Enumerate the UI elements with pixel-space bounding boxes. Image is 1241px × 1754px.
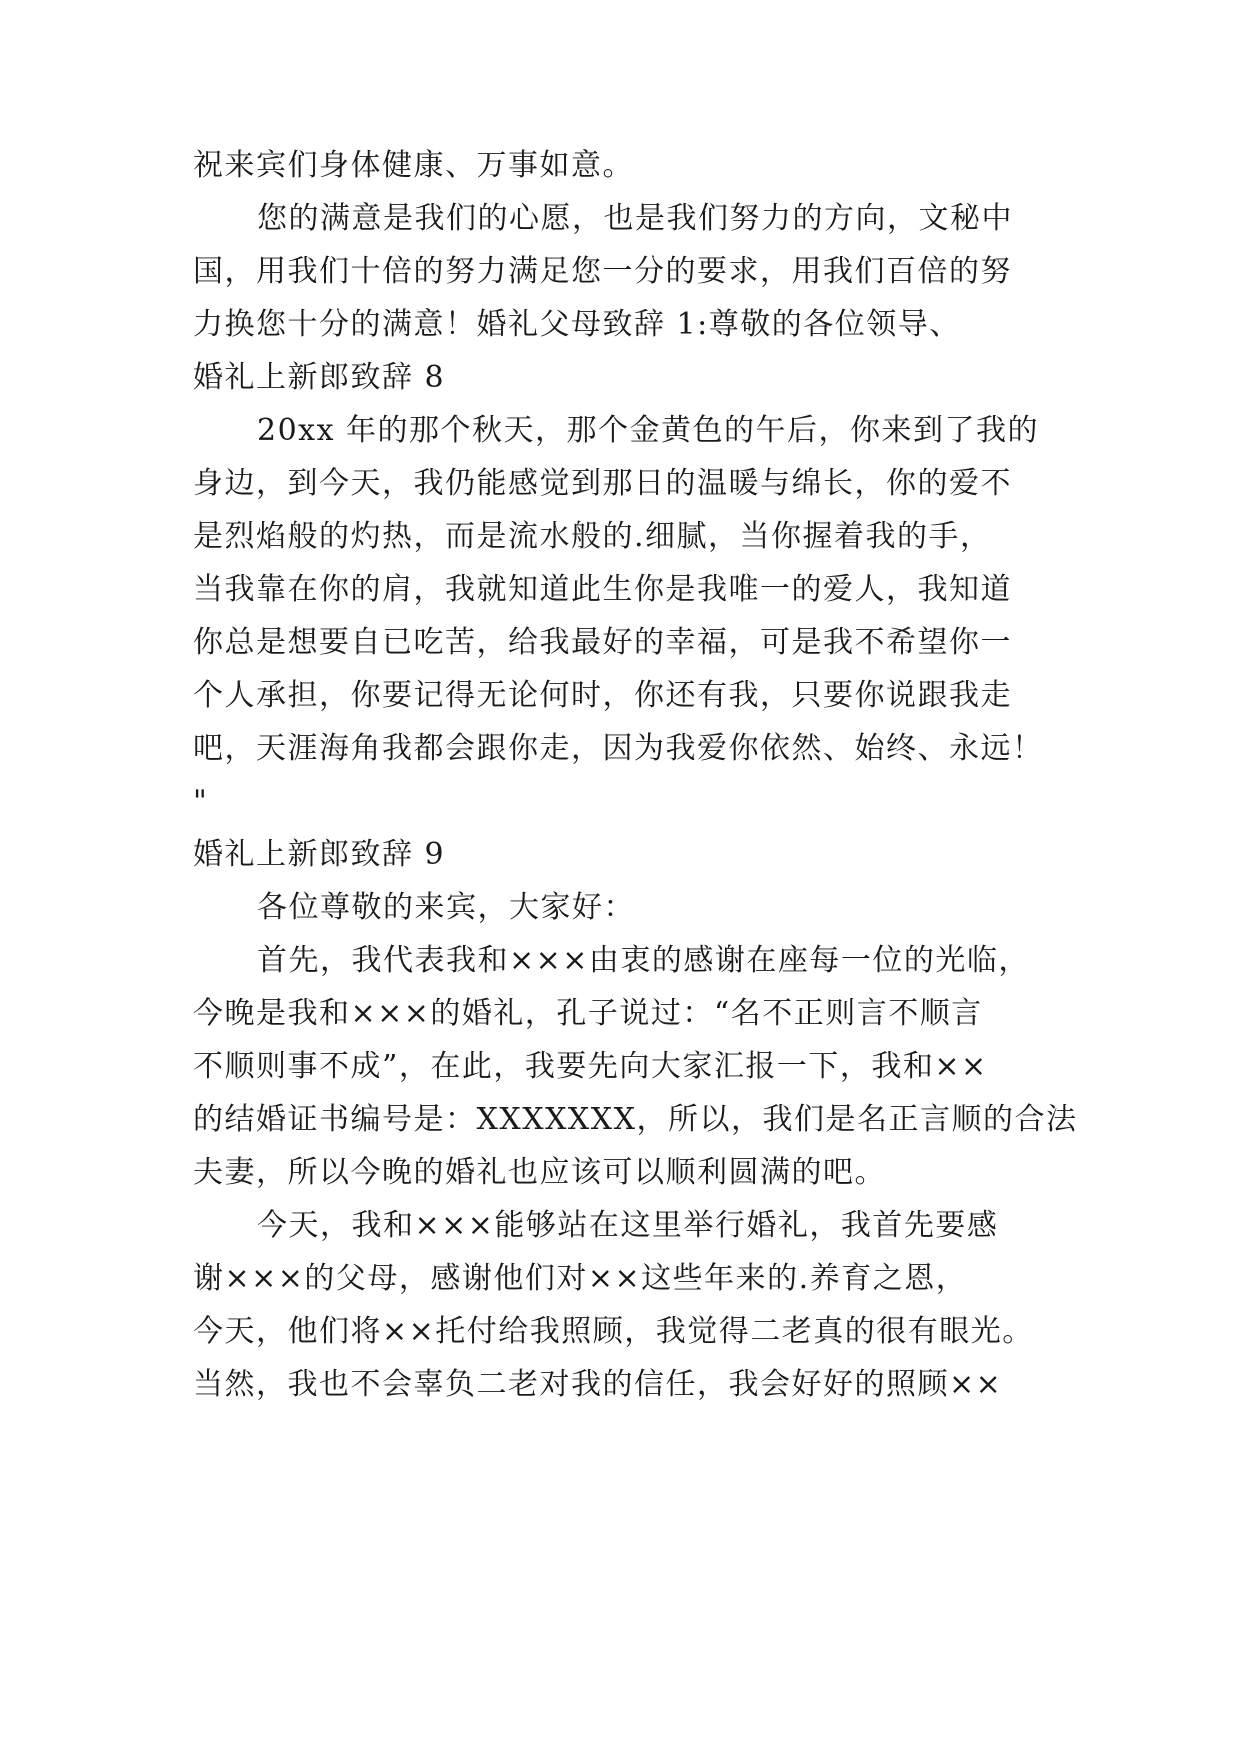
text-line: 的结婚证书编号是：XXXXXXX，所以，我们是名正言顺的合法 bbox=[193, 1102, 1078, 1137]
text-line: 当然，我也不会辜负二老对我的信任，我会好好的照顾×× bbox=[193, 1367, 1003, 1402]
text-line: 当我靠在你的肩，我就知道此生你是我唯一的爱人，我知道 bbox=[193, 572, 1012, 607]
text-line: " bbox=[193, 784, 209, 819]
text-line: 不顺则事不成”，在此，我要先向大家汇报一下，我和×× bbox=[193, 1049, 988, 1084]
text-line: 今天，他们将××托付给我照顾，我觉得二老真的很有眼光。 bbox=[193, 1314, 1034, 1349]
paragraph-line: 20xx 年的那个秋天，那个金黄色的午后，你来到了我的 bbox=[257, 413, 1040, 448]
section-heading: 婚礼上新郎致辞 8 bbox=[193, 360, 446, 395]
text-line: 是烈焰般的灼热，而是流水般的.细腻，当你握着我的手， bbox=[193, 519, 992, 554]
text-line: 你总是想要自已吃苦，给我最好的幸福，可是我不希望你一 bbox=[193, 625, 1012, 660]
text-line: 夫妻，所以今晚的婚礼也应该可以顺利圆满的吧。 bbox=[193, 1155, 886, 1190]
text-line: 今晚是我和×××的婚礼，孔子说过：“名不正则言不顺言 bbox=[193, 996, 983, 1031]
text-line: 力换您十分的满意！婚礼父母致辞 1:尊敬的各位领导、 bbox=[193, 307, 961, 342]
text-line: 吧，天涯海角我都会跟你走，因为我爱你依然、始终、永远！ bbox=[193, 731, 1044, 766]
paragraph-line: 首先，我代表我和×××由衷的感谢在座每一位的光临， bbox=[257, 943, 1030, 978]
paragraph-line: 各位尊敬的来宾，大家好： bbox=[257, 890, 635, 925]
section-heading: 婚礼上新郎致辞 9 bbox=[193, 837, 446, 872]
text-line: 身边，到今天，我仍能感觉到那日的温暖与绵长，你的爱不 bbox=[193, 466, 1012, 501]
text-line: 谢×××的父母，感谢他们对××这些年来的.养育之恩， bbox=[193, 1261, 968, 1296]
paragraph-line: 您的满意是我们的心愿，也是我们努力的方向，文秘中 bbox=[257, 201, 1013, 236]
text-line: 个人承担，你要记得无论何时，你还有我，只要你说跟我走 bbox=[193, 678, 1012, 713]
text-line: 国，用我们十倍的努力满足您一分的要求，用我们百倍的努 bbox=[193, 254, 1012, 289]
text-line: 祝来宾们身体健康、万事如意。 bbox=[193, 148, 634, 183]
paragraph-line: 今天，我和×××能够站在这里举行婚礼，我首先要感 bbox=[257, 1208, 999, 1243]
